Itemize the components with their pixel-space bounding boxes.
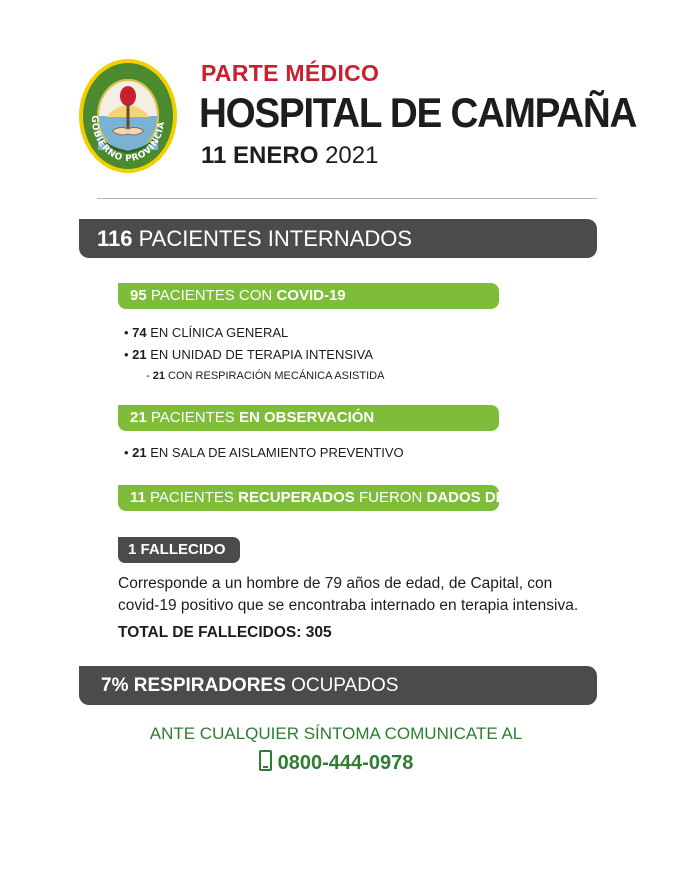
list-subitem-text: CON RESPIRACIÓN MECÁNICA ASISTIDA: [168, 370, 385, 382]
list-subitem-value: 21: [152, 370, 165, 382]
report-kicker: PARTE MÉDICO: [201, 60, 380, 86]
svg-text:GOBIERNO PROVINCIAL: GOBIERNO PROVINCIA: [88, 115, 168, 165]
list-item-text: EN CLÍNICA GENERAL: [150, 325, 289, 340]
recuperados-count: 11: [130, 489, 146, 506]
covid-label-bold: COVID-19: [276, 287, 346, 304]
report-date: [201, 142, 378, 170]
internados-label: PACIENTES INTERNADOS: [138, 226, 413, 251]
covid-count: 95: [130, 287, 147, 304]
recuperados-bold-1: RECUPERADOS: [238, 489, 355, 506]
observacion-count: 21: [130, 409, 147, 426]
respiradores-bar: [79, 666, 597, 705]
respiradores-label-bold: RESPIRADORES: [133, 675, 286, 696]
observacion-label: PACIENTES: [150, 409, 235, 426]
mobile-phone-icon: [259, 750, 272, 771]
observacion-bar: [118, 405, 499, 431]
fallecidos-description: Corresponde a un hombre de 79 años de edad, de Capital, con covid-19 positivo que se encontraba internado en terapia intensiva.: [118, 575, 579, 614]
observacion-label-bold: EN OBSERVACIÓN: [238, 409, 375, 426]
covid-label: PACIENTES CON: [150, 287, 273, 304]
list-item: • 21 EN UNIDAD DE TERAPIA INTENSIVA: [124, 347, 373, 362]
header-divider: [97, 198, 597, 199]
report-date-year: 2021: [325, 142, 379, 169]
list-item-value: 74: [132, 325, 147, 340]
list-subitem: - 21 CON RESPIRACIÓN MECÁNICA ASISTIDA: [146, 370, 385, 382]
recuperados-bold-2: DADOS DE ALTA: [426, 489, 548, 506]
covid-bar: [118, 283, 499, 309]
list-item-value: 21: [132, 347, 147, 362]
contact-phone-number[interactable]: 0800-444-0978: [277, 752, 414, 774]
contact-phone[interactable]: [0, 750, 672, 775]
recuperados-bar: [118, 485, 548, 511]
fallecidos-total: TOTAL DE FALLECIDOS: 305: [118, 624, 332, 641]
list-item: • 21 EN SALA DE AISLAMIENTO PREVENTIVO: [124, 445, 404, 460]
report-date-day: 11 ENERO: [201, 142, 319, 169]
recuperados-label: PACIENTES: [150, 489, 234, 506]
respiradores-percent: 7%: [101, 675, 129, 696]
list-item-value: 21: [132, 445, 147, 460]
respiradores-label: OCUPADOS: [291, 675, 399, 696]
provincial-seal-logo: [78, 57, 178, 175]
list-item-text: EN UNIDAD DE TERAPIA INTENSIVA: [150, 347, 373, 362]
contact-cta: ANTE CUALQUIER SÍNTOMA COMUNICATE AL: [149, 724, 523, 743]
recuperados-mid: FUERON: [358, 489, 423, 506]
list-item: • 74 EN CLÍNICA GENERAL: [124, 325, 289, 340]
list-item-text: EN SALA DE AISLAMIENTO PREVENTIVO: [150, 445, 404, 460]
fallecidos-badge: 1 FALLECIDO: [118, 537, 240, 563]
internados-bar: [79, 219, 597, 258]
page-title: HOSPITAL DE CAMPAÑA: [199, 89, 637, 136]
internados-count: 116: [97, 226, 133, 251]
